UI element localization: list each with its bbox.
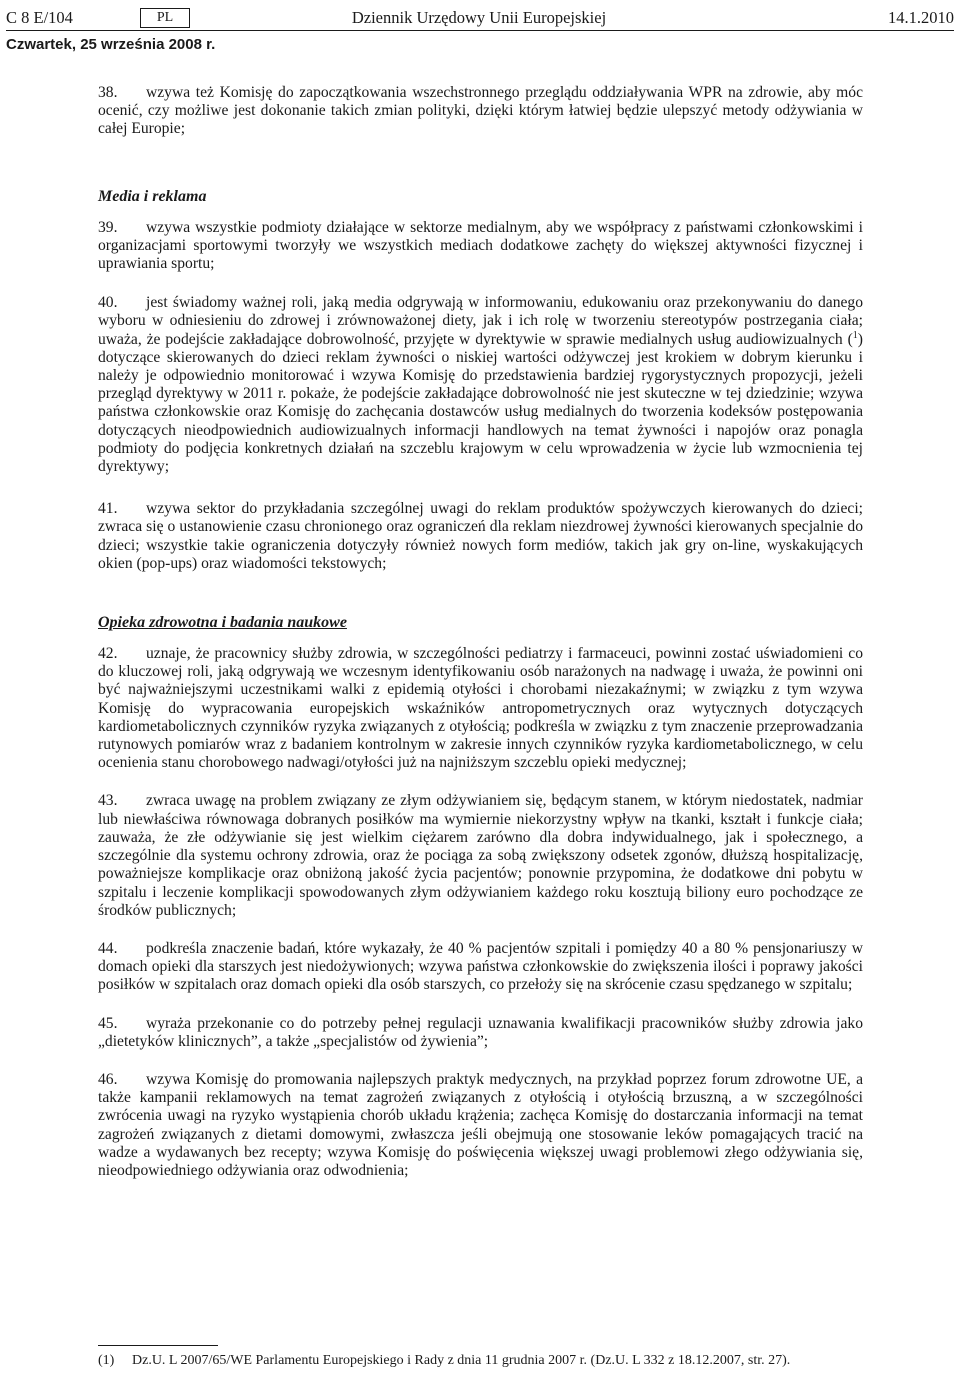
paragraph-text: wzywa Komisję do promowania najlepszych praktyk medycznych, na przykład poprzez forum zdrowotne UE, a także kampanii reklamowych na temat zagrożeń związanych z otyłością i otyłością brzuszną, a w szczególności zwrócenia uwagi na ryzyko wystąpienia chorób układu krążenia; zachęca Komisję do dostarczania informacji na temat zagrożeń związanych z dietami domowymi, zwłaszcza jeśli obejmują one stosowanie leków pomagających tracić na wadze a wydawanych bez recepty; wzywa Komisję do poświęcenia większej uwagi problemowi złego odżywiania się, nieodpowiedniego odżywiania oraz odwodnienia; bbox=[98, 1070, 863, 1179]
header-rule bbox=[6, 30, 954, 31]
paragraph-number: 46. bbox=[98, 1070, 118, 1088]
paragraph-number: 42. bbox=[98, 645, 118, 663]
paragraph-number: 41. bbox=[98, 500, 118, 518]
paragraph-text: zwraca uwagę na problem związany ze złym odżywianiem się, będącym stanem, w którym niedostatek, nadmiar lub niewłaściwa równowaga dobranych posiłków ma wymiernie niekorzystny wpływ na tkanki, kształt i funkcje ciała; zauważa, że złe odżywianie się jest wielkim ciężarem zarówno dla dobra indywidualnego, jak i społecznego, a szczególnie dla systemu ochrony zdrowia, oraz że pociąga za sobą zwiększony odsetek zgonów, dłuższą hospitalizację, poważniejsze komplikacje oraz obniżoną jakość życia pacjentów; ponownie przypomina, że dodatkowe dni pobytu w szpitalu i leczenie komplikacji spowodowanych złym odżywianiem każdego roku kosztują biliony euro pochodzące ze środków publicznych; bbox=[98, 792, 863, 919]
paragraph-text: wzywa wszystkie podmioty działające w sektorze medialnym, aby we współpracy z państwami członkowskimi i organizacjami sportowymi tworzyły we wszystkich mediach dodatkowe zachęty do większej aktywności fizycznej i uprawiania sportu; bbox=[98, 218, 863, 273]
paragraph-text: podkreśla znaczenie badań, które wykazały, że 40 % pacjentów szpitali i pomiędzy 40 a 80 % pensjonariuszy w domach opieki dla starszych jest niedożywionych; wzywa państwa członkowskie do zwiększenia ilości i poprawy jakości posiłków w szpitalach oraz domach opieki dla osób starszych, co przełoży się na skrócenie czasu spędzanego w szpitalu; bbox=[98, 939, 863, 994]
paragraph-text: uznaje, że pracownicy służby zdrowia, w szczególności pediatrzy i farmaceuci, powinni zostać uświadomieni co do kluczowej roli, jaką odgrywają we wczesnym identyfikowaniu osób narażonych na nadwagę i uważa, że powinni oni być najważniejszymi uczestnikami walki z epidemią otyłości i chorobami niezakaźnymi; w związku z tym wzywa Komisję do wypracowania europejskich wskaźników antropometrycznych oraz wytycznych dotyczących kardiometabolicznych czynników ryzyka związanych z otyłością; podkreśla w związku z tym znaczenie przeprowadzania rutynowych pomiarów wraz z badaniem kontrolnym w zakresie innych czynników ryzyka kardiometabolicznego, w celu ocenienia stanu chorobowego nadwagi/otyłości już na najniższym szczeblu opieki medycznej; bbox=[98, 645, 863, 772]
paragraph-number: 39. bbox=[98, 218, 118, 236]
paragraph-42 bbox=[98, 645, 863, 772]
footnote-reference[interactable]: 1 bbox=[852, 329, 858, 341]
paragraph-44 bbox=[98, 940, 863, 995]
paragraph-46 bbox=[98, 1071, 863, 1180]
footnote-text: Dz.U. L 2007/65/WE Parlamentu Europejskiego i Rady z dnia 11 grudnia 2007 r. (Dz.U. L 332 z 18.12.2007, str. 27). bbox=[132, 1353, 791, 1368]
paragraph-text-continued: ) dotyczące skierowanych do dzieci reklam żywności o niskiej wartości odżywczej jest krokiem w dobrym kierunku i należy je odpowiednio monitorować i wzywa Komisję do przedstawienia bardziej rygorystycznych propozycji, jeżeli przegląd dyrektywy w 2011 r. pokaże, że podejście zakładające dobrowolność nie jest skuteczne w tej dziedzinie; wzywa państwa członkowskie oraz Komisję do zachęcania dostawców usług medialnych do tworzenia kodeksów postępowania dotyczących nieodpowiednich audiowizualnych informacji handlowych na temat żywności i napojów oraz ponagla podmioty do podjęcia konkretnych działań na szczeblu krajowym w celu wprowadzenia w życie lub wzmocnienia tej dyrektywy; bbox=[98, 330, 863, 476]
paragraph-40 bbox=[98, 294, 863, 476]
journal-title: Dziennik Urzędowy Unii Europejskiej bbox=[351, 8, 607, 27]
section-heading-media: Media i reklama bbox=[98, 187, 207, 205]
paragraph-45 bbox=[98, 1015, 863, 1051]
footnote-mark: (1) bbox=[98, 1353, 115, 1368]
paragraph-41 bbox=[98, 500, 863, 573]
footnote bbox=[98, 1352, 863, 1369]
paragraph-38 bbox=[98, 84, 863, 139]
language-badge: PL bbox=[140, 8, 190, 28]
paragraph-number: 38. bbox=[98, 84, 118, 101]
journal-series: C 8 E/104 bbox=[6, 8, 73, 27]
paragraph-number: 43. bbox=[98, 792, 118, 810]
paragraph-number: 45. bbox=[98, 1014, 118, 1032]
paragraph-number: 40. bbox=[98, 294, 118, 312]
footnote-rule bbox=[98, 1345, 218, 1346]
sitting-date: Czwartek, 25 września 2008 r. bbox=[6, 36, 216, 53]
document-body bbox=[98, 84, 863, 1180]
issue-date: 14.1.2010 bbox=[888, 8, 954, 27]
paragraph-text: wzywa też Komisję do zapoczątkowania wszechstronnego przeglądu oddziaływania WPR na zdrowie, aby móc ocenić, czy możliwe jest dokonanie takich zmian polityki, dzięki którym łatwiej będzie ulepszyć metody odżywiania w całej Europie; bbox=[98, 84, 863, 138]
paragraph-text: wyraża przekonanie co do potrzeby pełnej regulacji uznawania kwalifikacji pracowników służby zdrowia jako „dietetyków klinicznych”, a także „specjalistów od żywienia”; bbox=[98, 1014, 863, 1050]
paragraph-number: 44. bbox=[98, 939, 118, 957]
section-heading-health: Opieka zdrowotna i badania naukowe bbox=[98, 614, 347, 632]
page-header bbox=[6, 8, 954, 28]
paragraph-39 bbox=[98, 219, 863, 274]
paragraph-text: jest świadomy ważnej roli, jaką media odgrywają w informowaniu, edukowaniu oraz przekonywaniu do danego wyboru w odniesieniu do zdrowej i zrównoważonej diety, jak i ich rolę w tworzeniu stereotypów postrzegania ciała; uważa, że podejście zakładające dobrowolność, przyjęte w dyrektywie w sprawie medialnych usług audiowizualnych ( bbox=[98, 294, 863, 348]
paragraph-43 bbox=[98, 792, 863, 919]
paragraph-text: wzywa sektor do przykładania szczególnej uwagi do reklam produktów spożywczych kierowanych do dzieci; zwraca się o ustanowienie czasu chronionego oraz ograniczeń dla reklam niezdrowej żywności kierowanych specjalnie do dzieci; wszystkie takie ograniczenia dotyczyły również nowych form mediów, takich jak gry on-line, wyskakujących okien (pop-ups) oraz wiadomości tekstowych; bbox=[98, 500, 863, 572]
